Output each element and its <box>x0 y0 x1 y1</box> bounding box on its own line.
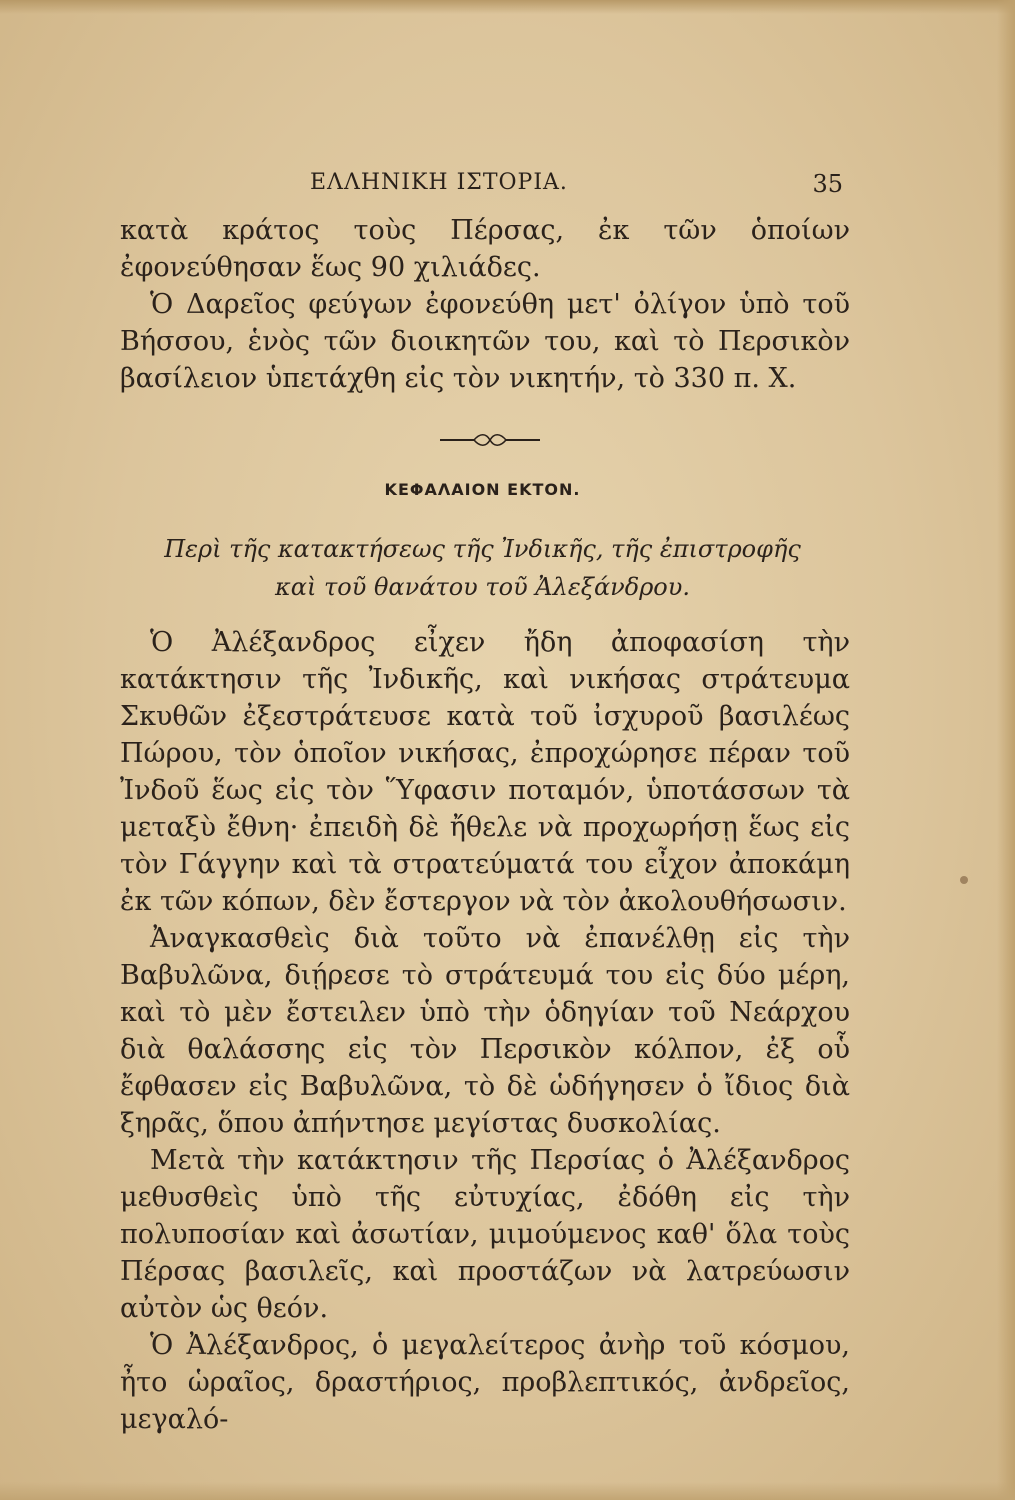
chapter-subtitle-line: Περὶ τῆς κατακτήσεως τῆς Ἰνδικῆς, τῆς ἐπιστροφῆς <box>164 535 801 563</box>
paragraph: Μετὰ τὴν κατάκτησιν τῆς Περσίας ὁ Ἀλέξανδρος μεθυσθεὶς ὑπὸ τῆς εὐτυχίας, ἐδόθη εἰς τὴν πολυποσίαν καὶ ἀσωτίαν, μιμούμενος καθ' ὅλα τοὺς Πέρσας βασιλεῖς, καὶ προστάζων νὰ λατρεύωσιν αὐτὸν ὡς θεόν. <box>120 1145 850 1324</box>
ink-stain <box>960 876 968 884</box>
top-text-block <box>120 212 850 397</box>
page-edge-shadow-right <box>997 0 1015 1500</box>
chapter-title: ΚΕΦΑΛΑΙΟΝ ΕΚΤΟΝ. <box>384 480 581 499</box>
chapter-subtitle <box>120 530 845 606</box>
main-text-block <box>120 624 850 1438</box>
paragraph: Ὁ Ἀλέξανδρος, ὁ μεγαλείτερος ἀνὴρ τοῦ κόσμου, ἦτο ὡραῖος, δραστήριος, προβλεπτικός, ἀνδρεῖος, μεγαλό- <box>120 1330 850 1435</box>
paragraph: Ἀναγκασθεὶς διὰ τοῦτο νὰ ἐπανέλθῃ εἰς τὴν Βαβυλῶνα, διῄρεσε τὸ στράτευμά του εἰς δύο μέρη, καὶ τὸ μὲν ἔστειλεν ὑπὸ τὴν ὁδηγίαν τοῦ Νεάρχου διὰ θαλάσσης εἰς τὸν Περσικὸν κόλπον, ἐξ οὗ ἔφθασεν εἰς Βαβυλῶνα, τὸ δὲ ὡδήγησεν ὁ ἴδιος διὰ ξηρᾶς, ὅπου ἀπήντησε μεγίστας δυσκολίας. <box>120 923 850 1139</box>
running-title: ΕΛΛΗΝΙΚΗ ΙΣΤΟΡΙΑ. <box>310 170 568 195</box>
page-number: 35 <box>812 170 843 198</box>
page-edge-shadow-bottom <box>0 1482 1015 1500</box>
chapter-subtitle-line: καὶ τοῦ θανάτου τοῦ Ἀλεξάνδρου. <box>275 573 690 601</box>
paragraph: Ὁ Δαρεῖος φεύγων ἐφονεύθη μετ' ὀλίγον ὑπὸ τοῦ Βήσσου, ἑνὸς τῶν διοικητῶν του, καὶ τὸ Περσικὸν βασίλειον ὑπετάχθη εἰς τὸν νικητήν, τὸ 330 π. Χ. <box>120 289 850 394</box>
paragraph: Ὁ Ἀλέξανδρος εἶχεν ἤδη ἀποφασίση τὴν κατάκτησιν τῆς Ἰνδικῆς, καὶ νικήσας στράτευμα Σκυθῶν ἐξεστράτευσε κατὰ τοῦ ἰσχυροῦ βασιλέως Πώρου, τὸν ὁποῖον νικήσας, ἐπροχώρησε πέραν τοῦ Ἰνδοῦ ἕως εἰς τὸν Ὕφασιν ποταμόν, ὑποτάσσων τὰ μεταξὺ ἔθνη· ἐπειδὴ δὲ ἤθελε νὰ προχωρήσῃ ἕως εἰς τὸν Γάγγην καὶ τὰ στρατεύματά του εἶχον ἀποκάμη ἐκ τῶν κόπων, δὲν ἔστεργον νὰ τὸν ἀκολουθήσωσιν. <box>120 627 850 917</box>
paragraph-continued: κατὰ κράτος τοὺς Πέρσας, ἐκ τῶν ὁποίων ἐφονεύθησαν ἕως 90 χιλιάδες. <box>120 215 850 283</box>
ornament-divider <box>440 430 540 450</box>
page-header <box>120 160 845 200</box>
page-edge-shadow-top <box>0 0 1015 14</box>
